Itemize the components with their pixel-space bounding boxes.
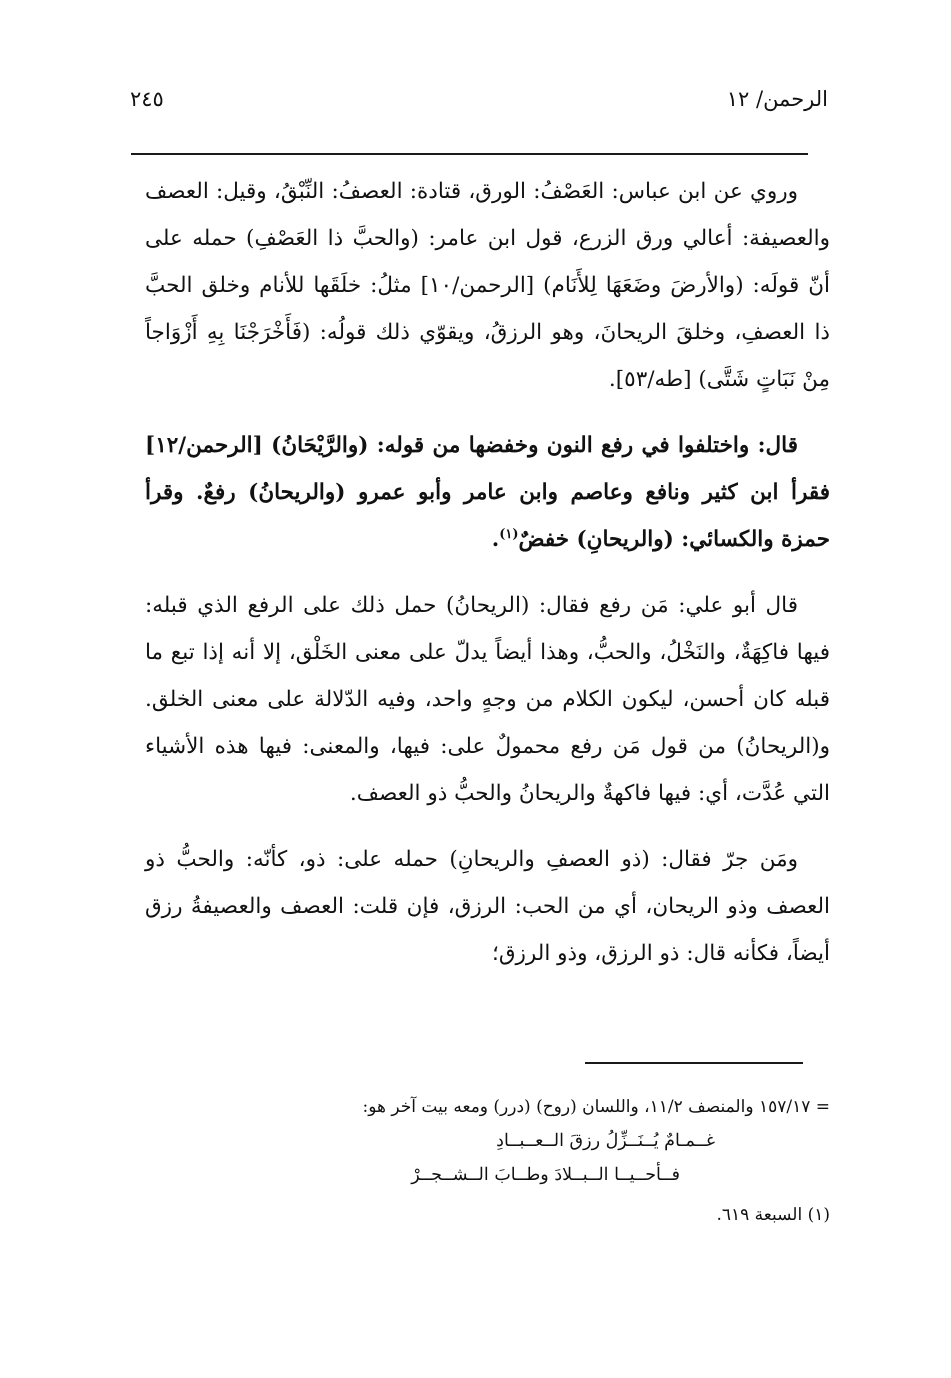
header-rule [131, 153, 808, 155]
paragraph-2-text: قال: واختلفوا في رفع النون وخفضها من قوله: (والرَّيْحَانُ) [الرحمن/١٢] فقرأ ابن كثير ونافع وعاصم وابن عامر وأبو عمرو (والريحانُ) رفعٌ. وقرأ حمزة والكسائي: (والريحانِ) خفضٌ [145, 433, 830, 552]
paragraph-3: قال أبو علي: مَن رفع فقال: (الريحانُ) حمل ذلك على الرفع الذي قبله: فيها فاكِهَةٌ، والنَخْلُ، والحبُّ، وهذا أيضاً يدلّ على معنى الخَلْق، إلا أنه إذا تبع ما قبله كان أحسن، ليكون الكلام من وجهٍ واحد، وفيه الدّلالة على معنى الخلق. و(الريحانُ) من قول مَن رفع محمولٌ على: فيها، والمعنى: فيها هذه الأشياء التي عُدَّت، أي: فيها فاكهةٌ والريحانُ والحبُّ ذو العصف. [145, 593, 830, 806]
main-text [145, 168, 830, 996]
paragraph-2-end: . [491, 527, 500, 552]
paragraph-1: وروي عن ابن عباس: العَصْفُ: الورق، قتادة: العصفُ: النِّبْقُ، وقيل: العصف والعصيفة: أعالي ورق الزرع، قول ابن عامر: (والحبَّ ذا العَصْفِ) حمله على أنّ قولَه: (والأرضَ وضَعَهَا لِلأَنَام) [الرحمن/١٠] مثلُ: خلَقَها للأنام وخلق الحبَّ ذا العصفِ، وخلقَ الريحانَ، وهو الرزقُ، ويقوّي ذلك قولُه: (فَأَخْرَجْنَا بِهِ أَزْوَاجاً مِنْ نَبَاتٍ شَتَّى) [طه/٥٣]. [145, 179, 830, 392]
paragraph-2 [145, 422, 830, 563]
footnote-reference[interactable]: (١) [499, 526, 519, 542]
verse-line-2: فــأحــيــا الــبــلادَ وطــابَ الــشــجــرْ [411, 1165, 680, 1185]
footnote-rule [585, 1062, 803, 1064]
footnote-1: (١) السبعة ٦١٩. [716, 1205, 830, 1225]
page-number: ٢٤٥ [130, 87, 164, 111]
verse-line-1: غــمـامٌ يُــنَــزِّلُ رزقَ الــعــبــادِ [496, 1131, 715, 1151]
running-head-title: الرحمن/ ١٢ [726, 87, 828, 111]
footnotes [140, 1090, 830, 1232]
footnote-continuation: = ١٥٧/١٧ والمنصف ١١/٢، واللسان (روح) (درر) ومعه بيت آخر هو: [362, 1097, 830, 1117]
paragraph-4: ومَن جرّ فقال: (ذو العصفِ والريحانِ) حمله على: ذو، كأنّه: والحبُّ ذو العصف وذو الريحان، أي من الحب: الرزق، فإن قلت: العصف والعصيفةُ رزق أيضاً، فكأنه قال: ذو الرزق، وذو الرزق؛ [145, 847, 830, 966]
